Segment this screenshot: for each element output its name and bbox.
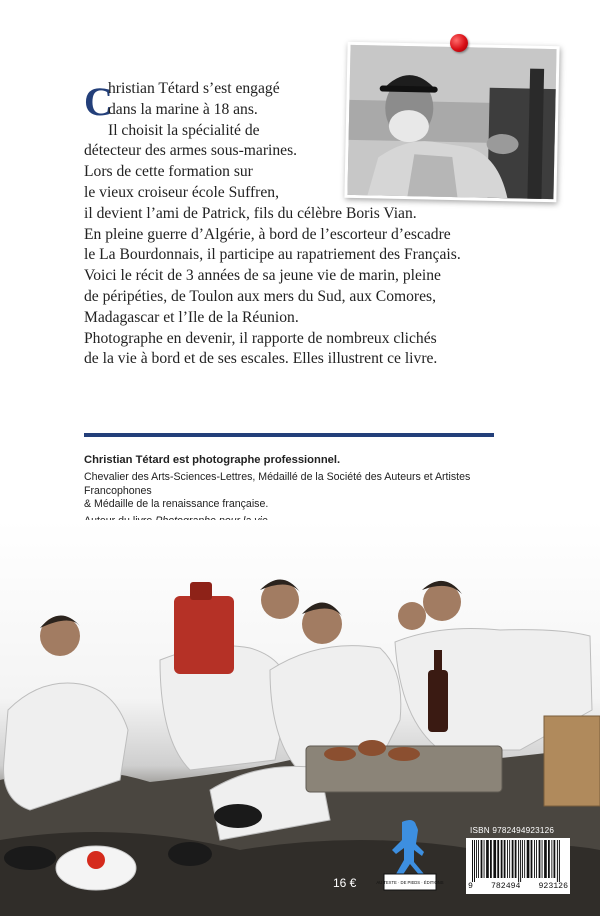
barcode-bar: [520, 840, 521, 882]
barcode-bar: [478, 840, 479, 878]
barcode-bar: [518, 840, 519, 882]
barcode-bar: [559, 840, 560, 882]
barcode-bar: [515, 840, 517, 878]
barcode-bar: [551, 840, 552, 878]
barcode-bar: [509, 840, 510, 878]
bio-awards-line-2: & Médaille de la renaissance française.: [84, 498, 269, 511]
barcode-bar: [490, 840, 492, 878]
intro-line: Photographe en devenir, il rapporte de nombreux clichés: [84, 329, 437, 347]
barcode-digit-group-2: 923126: [538, 882, 568, 891]
section-divider: [84, 433, 494, 437]
intro-line: dans la marine à 18 ans.: [108, 100, 258, 118]
barcode-bar: [527, 840, 530, 878]
barcode: [466, 838, 570, 888]
bio-awards: [84, 471, 514, 511]
intro-line: le vieux croiseur école Suffren,: [84, 183, 279, 201]
barcode-bar: [539, 840, 541, 878]
barcode-bar: [534, 840, 535, 878]
barcode-bar: [548, 840, 550, 878]
barcode-digit-group-1: 782494: [490, 882, 521, 891]
barcode-bar: [472, 840, 473, 882]
isbn-label: ISBN 9782494923126: [470, 826, 555, 835]
barcode-bar: [536, 840, 537, 878]
intro-line: il devient l’ami de Patrick, fils du célèbre Boris Vian.: [84, 204, 417, 222]
barcode-bar: [493, 840, 496, 878]
barcode-bar: [481, 840, 483, 878]
bio-awards-line-1: Chevalier des Arts-Sciences-Lettres, Médaillé de la Société des Auteurs et Artistes Francophones: [84, 471, 471, 497]
red-pushpin-icon: [450, 34, 468, 52]
price-tag: 16 €: [333, 876, 357, 890]
intro-line: Voici le récit de 3 années de sa jeune vie de marin, pleine: [84, 267, 441, 285]
barcode-bar: [522, 840, 523, 878]
barcode-bar: [507, 840, 508, 878]
barcode-bar: [524, 840, 525, 878]
barcode-bar: [554, 840, 556, 878]
intro-line: Il choisit la spécialité de: [108, 121, 260, 139]
barcode-bar: [512, 840, 514, 878]
barcode-bar: [542, 840, 543, 878]
publisher-logo: [376, 818, 444, 892]
intro-line: détecteur des armes sous-marines.: [84, 142, 298, 160]
barcode-bar: [474, 840, 475, 882]
publisher-logo-text: AU TEXTE · DE PIEDS · ÉDITIONS: [376, 880, 444, 885]
barcode-digits: [466, 882, 570, 894]
bio-title: Christian Tétard est photographe professionnel.: [84, 454, 341, 466]
barcode-digit-first: 9: [468, 882, 473, 891]
barcode-bar: [531, 840, 533, 878]
intro-line: En pleine guerre d’Algérie, à bord de l’escorteur d’escadre: [84, 225, 451, 243]
intro-line: Madagascar et l’Ile de la Réunion.: [84, 308, 299, 326]
barcode-bar: [544, 840, 547, 878]
barcode-bar: [476, 840, 477, 878]
barcode-bar: [504, 840, 506, 878]
barcode-bar: [557, 840, 558, 882]
intro-line: de péripéties, de Toulon aux mers du Sud, aux Comores,: [84, 287, 437, 305]
intro-line: hristian Tétard s’est engagé: [108, 80, 280, 97]
intro-line: de la vie à bord et de ses escales. Elles illustrent ce livre.: [84, 350, 438, 368]
intro-text: [84, 79, 514, 370]
barcode-bar: [486, 840, 489, 878]
barcode-bar: [484, 840, 485, 878]
barcode-bar: [501, 840, 503, 878]
dropcap-letter: C: [84, 79, 113, 124]
intro-line: Lors de cette formation sur: [84, 163, 253, 181]
intro-line: le La Bourdonnais, il participe au rapatriement des Français.: [84, 246, 461, 264]
barcode-bar: [497, 840, 499, 878]
